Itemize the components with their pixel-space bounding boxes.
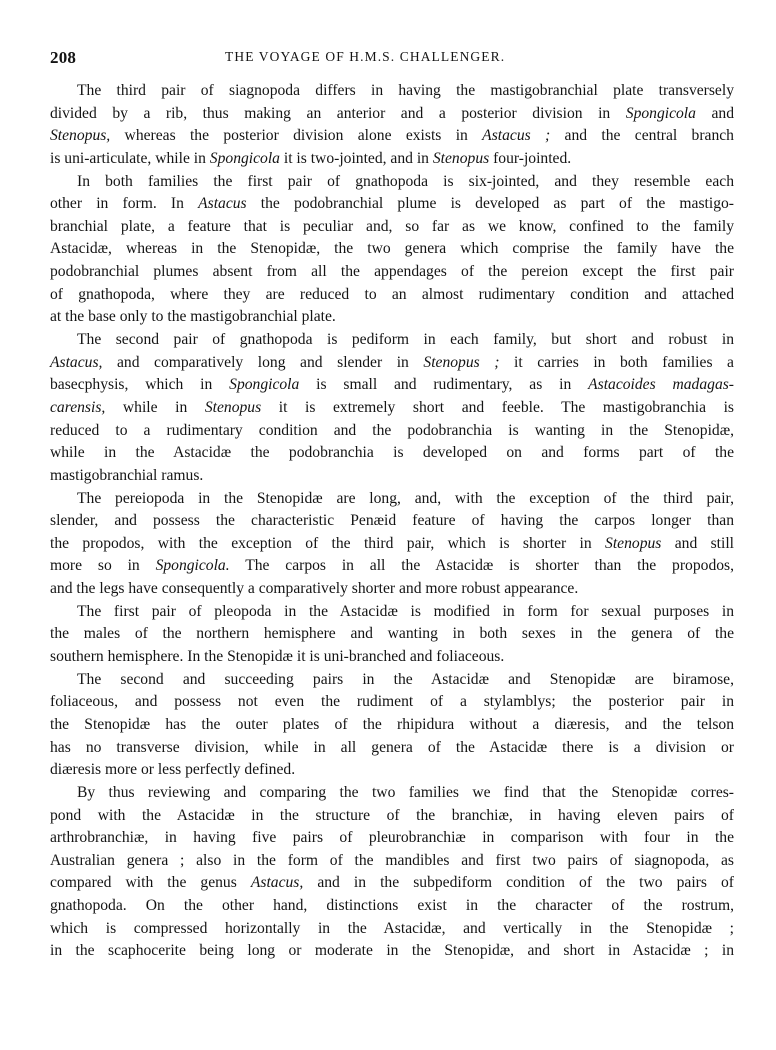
italic-taxon-name: carensis, — [50, 398, 106, 416]
running-title: THE VOYAGE OF H.M.S. CHALLENGER. — [225, 49, 506, 64]
text-run: it is extremely short and feeble. The mastigobranchia is — [261, 398, 734, 416]
text-line — [50, 306, 734, 329]
text-line — [50, 918, 734, 941]
text-run: has no transverse division, while in all genera of the Astacidæ there is a division or — [50, 738, 734, 756]
text-run: The carpos in all the Astacidæ is shorter than the propodos, — [229, 557, 735, 575]
page-number: 208 — [50, 48, 77, 67]
text-line — [50, 193, 734, 216]
text-run: and the central branch — [550, 127, 734, 145]
text-run: in the scaphocerite being long or moderate in the Stenopidæ, and short in Astacidæ ; in — [50, 942, 734, 960]
text-line — [50, 872, 734, 895]
italic-taxon-name: Stenopus — [204, 398, 262, 416]
text-run: slender, and possess the characteristic Penæid feature of having the carpos longer than — [50, 512, 734, 530]
text-run: and — [695, 104, 734, 122]
text-line — [50, 148, 734, 171]
paragraph — [50, 601, 734, 669]
text-run: and still — [661, 534, 734, 552]
text-line — [50, 691, 734, 714]
text-line — [50, 465, 734, 488]
text-run: The second pair of gnathopoda is pediform in each family, but short and robust in — [77, 331, 734, 349]
text-line — [50, 895, 734, 918]
text-line — [50, 940, 734, 963]
text-run: and the legs have consequently a comparatively shorter and more robust appearance. — [50, 580, 579, 598]
text-run: at the base only to the mastigobranchial plate. — [50, 308, 336, 326]
text-line — [50, 714, 734, 737]
text-run: of gnathopoda, where they are reduced to an almost rudimentary condition and attached — [50, 285, 734, 303]
italic-taxon-name: Astacoides madagas- — [588, 376, 734, 394]
text-line — [50, 329, 734, 352]
text-line — [50, 555, 734, 578]
text-run: is small and rudimentary, as in — [299, 376, 589, 394]
text-run: it carries in both families a — [499, 353, 734, 371]
text-run: while in the Astacidæ the podobranchia is developed on and forms part of the — [50, 444, 734, 462]
text-line — [50, 805, 734, 828]
text-line — [50, 850, 734, 873]
text-run: The pereiopoda in the Stenopidæ are long, and, with the exception of the third pair, — [77, 489, 734, 507]
text-run: it is two-jointed, and in — [279, 149, 433, 167]
text-run: reduced to a rudimentary condition and the podobranchia is wanting in the Stenopidæ, — [50, 421, 734, 439]
text-line — [50, 669, 734, 692]
text-run: diæresis more or less perfectly defined. — [50, 761, 296, 779]
paragraph — [50, 782, 734, 963]
paragraph — [50, 669, 734, 782]
text-line — [50, 125, 734, 148]
text-line — [50, 646, 734, 669]
text-line — [50, 737, 734, 760]
text-run: the propodos, with the exception of the third pair, which is shorter in — [50, 534, 606, 552]
text-run: and comparatively long and slender in — [102, 353, 424, 371]
text-run: divided by a rib, thus making an anterior and a posterior division in — [50, 104, 626, 122]
text-run: the podobranchial plume is developed as part of the mastigo- — [246, 195, 734, 213]
italic-taxon-name: Stenopus — [605, 534, 662, 552]
text-run: more so in — [50, 557, 156, 575]
text-run: which is compressed horizontally in the Astacidæ, and vertically in the Stenopidæ ; — [50, 919, 734, 937]
text-line — [50, 374, 734, 397]
running-head — [50, 48, 734, 70]
text-run: while in — [105, 398, 205, 416]
text-line — [50, 533, 734, 556]
italic-taxon-name: Spongicola — [625, 104, 696, 122]
italic-taxon-name: Astacus, — [250, 874, 304, 892]
text-run: is uni-articulate, while in — [50, 149, 210, 167]
text-run: podobranchial plumes absent from all the appendages of the pereion except the first pair — [50, 263, 734, 281]
italic-taxon-name: Stenopus, — [50, 127, 111, 145]
italic-taxon-name: Astacus — [198, 195, 247, 213]
text-run: Australian genera ; also in the form of the mandibles and first two pairs of siagnopoda, as — [50, 851, 734, 869]
text-run: pond with the Astacidæ in the structure of the branchiæ, in having eleven pairs of — [50, 806, 734, 824]
italic-taxon-name: Astacus ; — [482, 127, 551, 145]
paragraph — [50, 80, 734, 171]
text-run: Astacidæ, whereas in the Stenopidæ, the two genera which comprise the family have the — [50, 240, 734, 258]
text-run: The first pair of pleopoda in the Astacidæ is modified in form for sexual purposes in — [77, 602, 734, 620]
italic-taxon-name: Stenopus ; — [423, 353, 500, 371]
text-run: basecphysis, which in — [50, 376, 230, 394]
paragraph — [50, 488, 734, 601]
text-run: mastigobranchial ramus. — [50, 466, 204, 484]
text-line — [50, 261, 734, 284]
text-line — [50, 397, 734, 420]
text-line — [50, 352, 734, 375]
text-line — [50, 510, 734, 533]
text-run: arthrobranchiæ, in having five pairs of pleurobranchiæ in comparison with four in the — [50, 829, 734, 847]
text-line — [50, 284, 734, 307]
text-line — [50, 442, 734, 465]
text-run: other in form. In — [50, 195, 199, 213]
italic-taxon-name: Stenopus — [432, 149, 490, 167]
body-text — [50, 80, 734, 963]
text-line — [50, 420, 734, 443]
paragraph — [50, 171, 734, 329]
text-run: gnathopoda. On the other hand, distinctions exist in the character of the rostrum, — [50, 897, 734, 915]
text-run: The third pair of siagnopoda differs in having the mastigobranchial plate transversely — [77, 82, 734, 99]
text-line — [50, 759, 734, 782]
text-line — [50, 601, 734, 624]
text-run: southern hemisphere. In the Stenopidæ it is uni-branched and foliaceous. — [50, 648, 505, 666]
text-line — [50, 782, 734, 805]
text-line — [50, 80, 734, 103]
text-run: branchial plate, a feature that is peculiar and, so far as we know, confined to the family — [50, 217, 734, 235]
text-line — [50, 171, 734, 194]
italic-taxon-name: Spongicola — [209, 149, 280, 167]
text-run: compared with the genus — [50, 874, 251, 892]
italic-taxon-name: Astacus, — [50, 353, 103, 371]
text-run: the males of the northern hemisphere and wanting in both sexes in the genera of the — [50, 625, 734, 643]
text-line — [50, 238, 734, 261]
text-run: whereas the posterior division alone exists in — [110, 127, 483, 145]
text-run: By thus reviewing and comparing the two families we find that the Stenopidæ corres- — [77, 783, 734, 801]
text-run: the Stenopidæ has the outer plates of the rhipidura without a diæresis, and the telson — [50, 715, 734, 733]
text-run: four-jointed. — [489, 149, 572, 167]
italic-taxon-name: Spongicola. — [155, 557, 230, 575]
text-line — [50, 216, 734, 239]
text-line — [50, 578, 734, 601]
text-run: and in the subpediform condition of the two pairs of — [303, 874, 734, 892]
text-line — [50, 827, 734, 850]
text-run: In both families the first pair of gnathopoda is six-jointed, and they resemble each — [77, 172, 734, 190]
text-line — [50, 623, 734, 646]
text-run: The second and succeeding pairs in the Astacidæ and Stenopidæ are biramose, — [77, 670, 734, 688]
paragraph — [50, 329, 734, 487]
text-run: foliaceous, and possess not even the rudiment of a stylamblys; the posterior pair in — [50, 693, 734, 711]
text-line — [50, 488, 734, 511]
text-line — [50, 103, 734, 126]
italic-taxon-name: Spongicola — [229, 376, 300, 394]
